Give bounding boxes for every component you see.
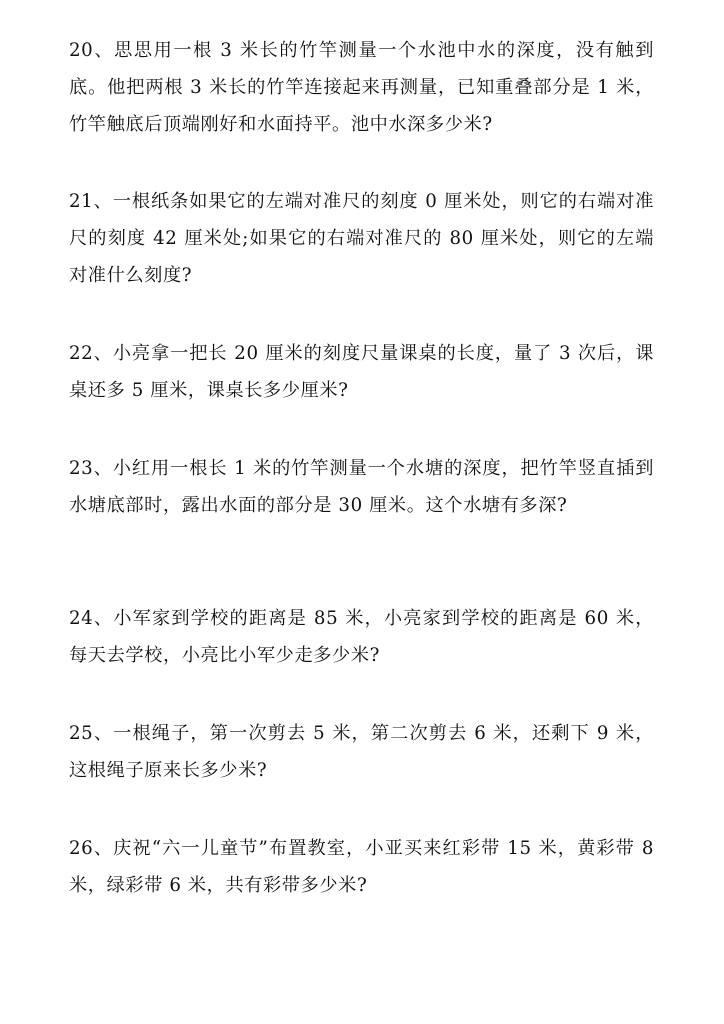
question-24: 24、小军家到学校的距离是 85 米，小亮家到学校的距离是 60 米，每天去学校，小亮比小军少走多少米? [69,608,654,666]
question-22: 22、小亮拿一把长 20 厘米的刻度尺量课桌的长度，量了 3 次后，课桌还多 5 厘米，课桌长多少厘米? [69,343,654,401]
question-26: 26、庆祝“六一儿童节”布置教室，小亚买来红彩带 15 米，黄彩带 8 米，绿彩带 6 米，共有彩带多少米? [69,838,654,896]
question-21: 21、一根纸条如果它的左端对准尺的刻度 0 厘米处，则它的右端对准尺的刻度 42 厘米处;如果它的右端对准尺的 80 厘米处，则它的左端对准什么刻度? [69,191,654,286]
question-25: 25、一根绳子，第一次剪去 5 米，第二次剪去 6 米，还剩下 9 米，这根绳子原来长多少米? [69,723,654,781]
question-23: 23、小红用一根长 1 米的竹竿测量一个水塘的深度，把竹竿竖直插到水塘底部时，露出水面的部分是 30 厘米。这个水塘有多深? [69,458,654,516]
question-20: 20、思思用一根 3 米长的竹竿测量一个水池中水的深度，没有触到底。他把两根 3 米长的竹竿连接起来再测量，已知重叠部分是 1 米，竹竿触底后顶端刚好和水面持平。池中水深多少米? [69,40,654,135]
